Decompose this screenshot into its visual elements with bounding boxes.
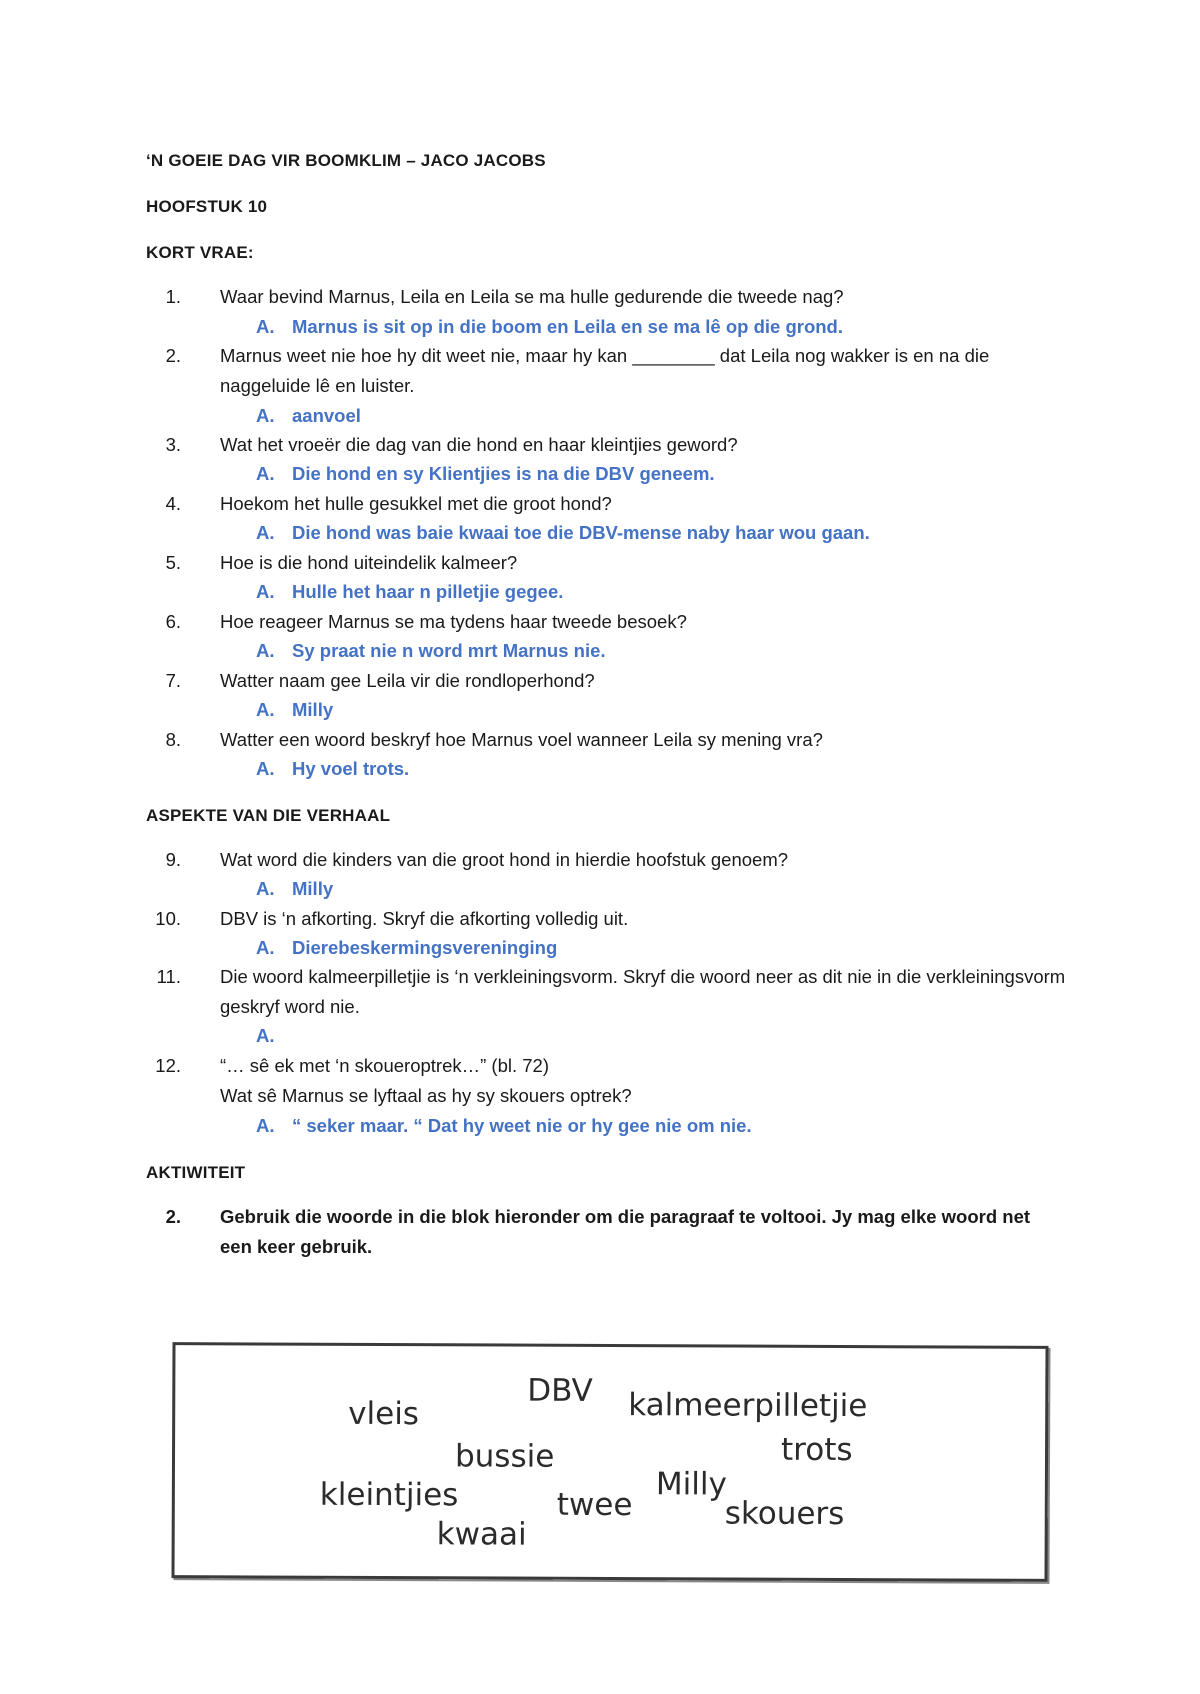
- answer-1: [256, 312, 843, 342]
- question-number: 4.: [165, 493, 181, 514]
- answer-text: Sy praat nie n word mrt Marnus nie.: [292, 640, 606, 661]
- question-number: 6.: [165, 611, 181, 632]
- answer-text: Marnus is sit op in die boom en Leila en se ma lê op die grond.: [292, 316, 843, 337]
- answer-5: [256, 577, 563, 607]
- question-text: Hoekom het hulle gesukkel met die groot hond?: [220, 493, 612, 514]
- word-bank-item: trots: [780, 1431, 853, 1469]
- question-3: [146, 430, 1066, 460]
- question-8: [146, 725, 1066, 755]
- question-text: Hoe reageer Marnus se ma tydens haar tweede besoek?: [220, 611, 687, 632]
- answer-text: Hulle het haar n pilletjie gegee.: [292, 581, 564, 602]
- question-text: “… sê ek met ‘n skoueroptrek…” (bl. 72): [220, 1055, 549, 1076]
- question-text: Wat het vroeër die dag van die hond en haar kleintjies geword?: [220, 434, 738, 455]
- answer-9: [256, 874, 333, 904]
- question-number: 5.: [165, 552, 181, 573]
- short-questions-heading: KORT VRAE:: [146, 243, 254, 262]
- answer-label: A.: [256, 522, 275, 543]
- activity-number: 2.: [165, 1206, 181, 1227]
- word-bank-item: DBV: [527, 1372, 593, 1409]
- answer-label: A.: [256, 699, 275, 720]
- word-bank-item: skouers: [724, 1495, 845, 1533]
- question-10: [146, 904, 1066, 934]
- answer-label: A.: [256, 463, 275, 484]
- activity-text: Gebruik die woorde in die blok hieronder om die paragraaf te voltooi. Jy mag elke woord net een keer gebruik.: [220, 1206, 1031, 1257]
- question-subtext: Wat sê Marnus se lyftaal as hy sy skouers optrek?: [220, 1085, 632, 1106]
- question-number: 7.: [165, 670, 181, 691]
- answer-2: [256, 401, 361, 431]
- question-number: 8.: [165, 729, 181, 750]
- question-12: [146, 1051, 1066, 1111]
- word-bank-item: twee: [556, 1486, 633, 1524]
- question-1: [146, 282, 1066, 312]
- question-number: 1.: [165, 286, 181, 307]
- answer-label: A.: [256, 640, 275, 661]
- answer-text: Milly: [292, 878, 334, 899]
- word-bank-box: [171, 1342, 1048, 1582]
- answer-label: A.: [256, 937, 275, 958]
- answer-12: [256, 1111, 752, 1141]
- question-text: DBV is ‘n afkorting. Skryf die afkorting volledig uit.: [220, 908, 629, 929]
- question-text: Waar bevind Marnus, Leila en Leila se ma hulle gedurende die tweede nag?: [220, 286, 844, 307]
- word-bank-item: Milly: [655, 1466, 727, 1503]
- answer-text: Milly: [292, 699, 334, 720]
- aspects-heading: ASPEKTE VAN DIE VERHAAL: [146, 806, 391, 825]
- answer-4: [256, 518, 870, 548]
- word-bank-item: kleintjies: [319, 1476, 459, 1514]
- activity-heading: AKTIWITEIT: [146, 1163, 246, 1182]
- question-number: 10.: [155, 908, 181, 929]
- answer-6: [256, 636, 606, 666]
- question-number: 12.: [155, 1055, 181, 1076]
- question-5: [146, 548, 1066, 578]
- question-text: Die woord kalmeerpilletjie is ‘n verkleiningsvorm. Skryf die woord neer as dit nie in die verkleiningsvorm geskryf word nie.: [220, 966, 1066, 1017]
- activity-instruction: [146, 1202, 1066, 1262]
- word-bank-item: vleis: [348, 1395, 420, 1433]
- answer-10: [256, 933, 557, 963]
- word-bank-item: bussie: [454, 1438, 555, 1475]
- answer-label: A.: [256, 316, 275, 337]
- word-bank-item: kwaai: [436, 1516, 527, 1553]
- chapter-heading: HOOFSTUK 10: [146, 197, 268, 216]
- question-6: [146, 607, 1066, 637]
- question-text: Watter een woord beskryf hoe Marnus voel wanneer Leila sy mening vra?: [220, 729, 823, 750]
- answer-7: [256, 695, 333, 725]
- question-4: [146, 489, 1066, 519]
- answer-text: Dierebeskermingsvereninging: [292, 937, 558, 958]
- answer-label: A.: [256, 1115, 275, 1136]
- question-text: Marnus weet nie hoe hy dit weet nie, maar hy kan ________ dat Leila nog wakker is en na die naggeluide lê en luister.: [220, 345, 990, 396]
- answer-11: [256, 1021, 292, 1051]
- word-bank-item: kalmeerpilletjie: [628, 1387, 868, 1425]
- answer-text: Die hond was baie kwaai toe die DBV-mense naby haar wou gaan.: [292, 522, 870, 543]
- answer-3: [256, 459, 715, 489]
- question-text: Watter naam gee Leila vir die rondloperhond?: [220, 670, 595, 691]
- question-number: 3.: [165, 434, 181, 455]
- answer-label: A.: [256, 758, 275, 779]
- question-2: [146, 341, 1066, 401]
- answer-text: “ seker maar. “ Dat hy weet nie or hy gee nie om nie.: [292, 1115, 752, 1136]
- question-number: 2.: [165, 345, 181, 366]
- question-7: [146, 666, 1066, 696]
- answer-label: A.: [256, 405, 275, 426]
- question-11: [146, 962, 1066, 1022]
- answer-text: Hy voel trots.: [292, 758, 410, 779]
- answer-text: Die hond en sy Klientjies is na die DBV geneem.: [292, 463, 715, 484]
- question-number: 11.: [156, 966, 181, 987]
- answer-label: A.: [256, 878, 275, 899]
- answer-label: A.: [256, 581, 275, 602]
- document-title: ‘N GOEIE DAG VIR BOOMKLIM – JACO JACOBS: [146, 151, 546, 170]
- question-text: Wat word die kinders van die groot hond in hierdie hoofstuk genoem?: [220, 849, 789, 870]
- answer-label: A.: [256, 1025, 275, 1046]
- question-number: 9.: [165, 849, 181, 870]
- answer-text: aanvoel: [292, 405, 361, 426]
- answer-8: [256, 754, 409, 784]
- question-text: Hoe is die hond uiteindelik kalmeer?: [220, 552, 518, 573]
- question-9: [146, 845, 1066, 875]
